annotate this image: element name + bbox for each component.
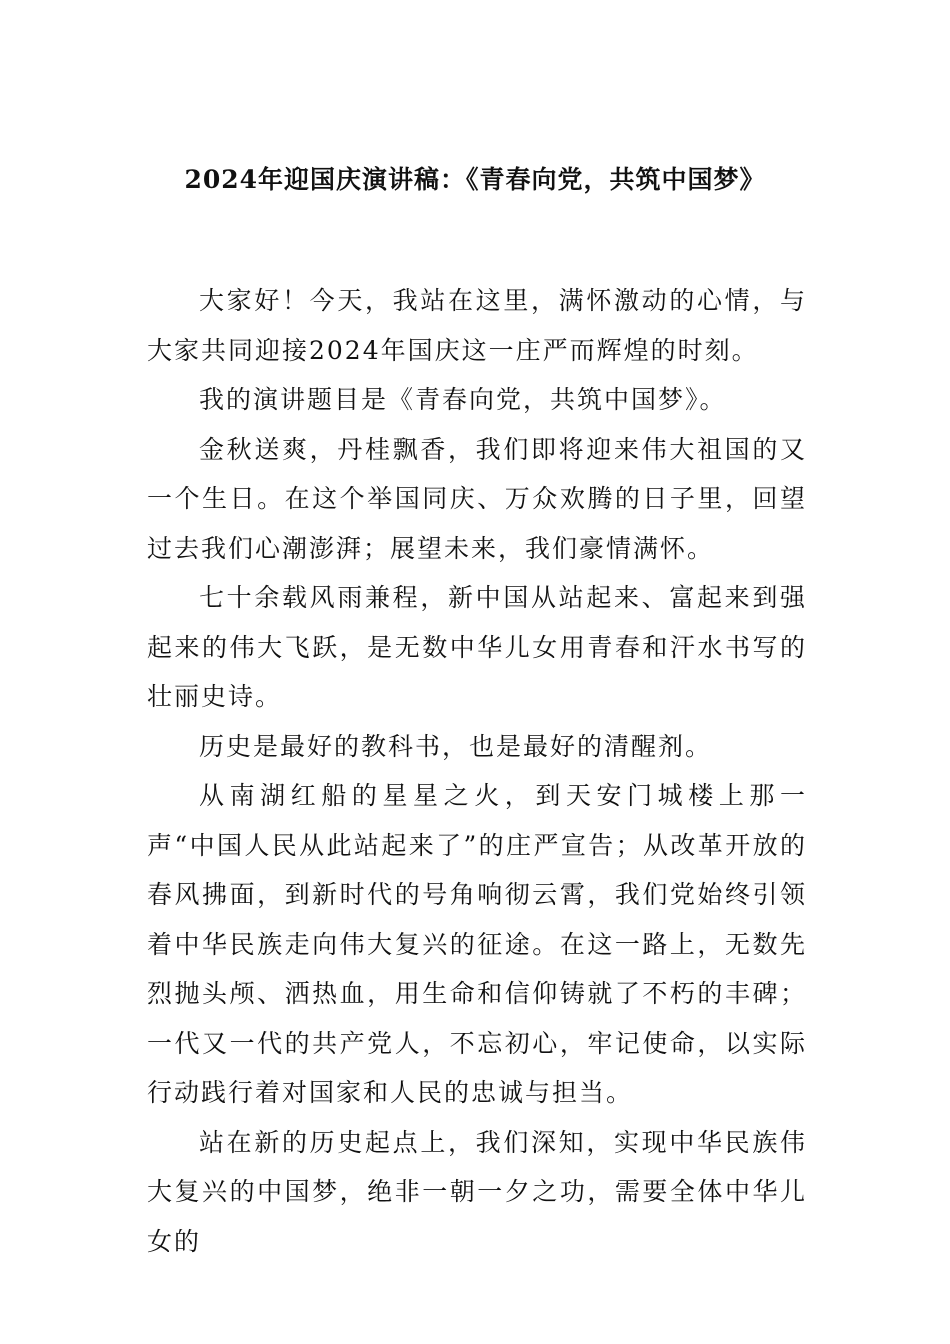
paragraph-history: 历史是最好的教科书，也是最好的清醒剂。 [199, 731, 713, 761]
document-title: 2024年迎国庆演讲稿：《青春向党，共筑中国梦》 [184, 165, 766, 194]
paragraph-seventy-years: 七十余载风雨兼程，新中国从站起来、富起来到强起来的伟大飞跃，是无数中华儿女用青春和汗水书写的壮丽史诗。 [147, 583, 807, 711]
paragraph-new-starting-point: 站在新的历史起点上，我们深知，实现中华民族伟大复兴的中国梦，绝非一朝一夕之功，需要全体中华儿女的 [147, 1127, 807, 1256]
paragraph-greeting: 大家好！今天，我站在这里，满怀激动的心情，与大家共同迎接2024年国庆这一庄严而辉煌的时刻。 [147, 286, 807, 365]
paragraph-autumn: 金秋送爽，丹桂飘香，我们即将迎来伟大祖国的又一个生日。在这个举国同庆、万众欢腾的日子里，回望过去我们心潮澎湃；展望未来，我们豪情满怀。 [147, 434, 807, 563]
paragraph-topic: 我的演讲题目是《青春向党，共筑中国梦》。 [199, 385, 727, 414]
document-body [147, 276, 807, 1266]
paragraph-party-history: 从南湖红船的星星之火，到天安门城楼上那一声“中国人民从此站起来了”的庄严宣告；从改革开放的春风拂面，到新时代的号角响彻云霄，我们党始终引领着中华民族走向伟大复兴的征途。在这一路上，无数先烈抛头颅、洒热血，用生命和信仰铸就了不朽的丰碑；一代又一代的共产党人，不忘初心，牢记使命，以实际行动践行着对国家和人民的忠诚与担当。 [147, 781, 807, 1107]
